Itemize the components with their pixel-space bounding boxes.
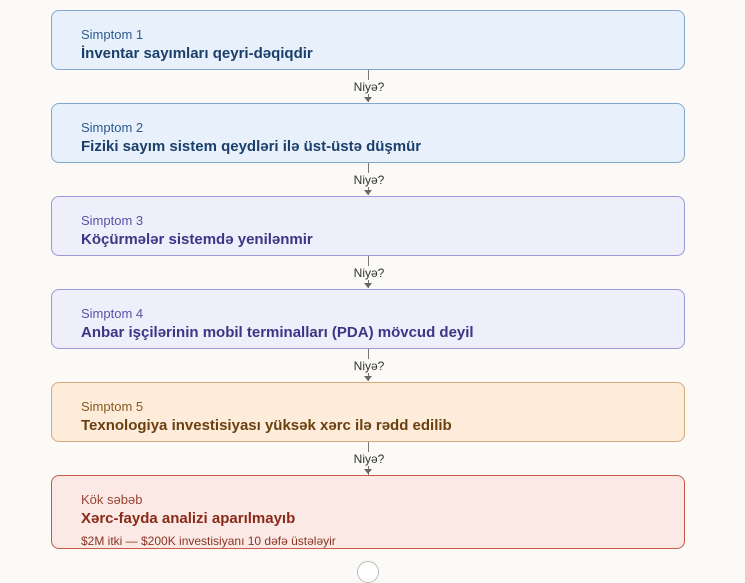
symptom-2-text: Fiziki sayım sistem qeydləri ilə üst-üstə düşmür — [81, 138, 422, 155]
root-cause-box — [51, 475, 685, 549]
symptom-3-box — [51, 196, 685, 256]
scroll-indicator[interactable] — [357, 561, 379, 583]
symptom-3-label: Simptom 3 — [81, 213, 144, 228]
symptom-3-text: Köçürmələr sistemdə yenilənmir — [81, 231, 313, 248]
arrow-down-icon — [364, 376, 372, 381]
symptom-1-text: İnventar sayımları qeyri-dəqiqdir — [81, 45, 313, 62]
symptom-5-box — [51, 382, 685, 442]
root-cause-label: Kök səbəb — [81, 492, 143, 507]
why-label-3: Niyə? — [340, 266, 398, 280]
symptom-2-label: Simptom 2 — [81, 120, 144, 135]
symptom-4-text: Anbar işçilərinin mobil terminalları (PDA) mövcud deyil — [81, 324, 474, 341]
symptom-5-text: Texnologiya investisiyası yüksək xərc ilə rədd edilib — [81, 417, 452, 434]
arrow-down-icon — [364, 469, 372, 474]
why-label-2: Niyə? — [340, 173, 398, 187]
arrow-down-icon — [364, 283, 372, 288]
why-label-5: Niyə? — [340, 452, 398, 466]
symptom-4-label: Simptom 4 — [81, 306, 144, 321]
root-cause-text: Xərc-fayda analizi aparılmayıb — [81, 510, 296, 527]
symptom-4-box — [51, 289, 685, 349]
symptom-5-label: Simptom 5 — [81, 399, 144, 414]
symptom-1-label: Simptom 1 — [81, 27, 144, 42]
why-label-1: Niyə? — [340, 80, 398, 94]
symptom-1-box — [51, 10, 685, 70]
why-label-4: Niyə? — [340, 359, 398, 373]
root-cause-detail: $2M itki — $200K investisiyanı 10 dəfə üstələyir — [81, 534, 336, 548]
symptom-2-box — [51, 103, 685, 163]
arrow-down-icon — [364, 97, 372, 102]
arrow-down-icon — [364, 190, 372, 195]
